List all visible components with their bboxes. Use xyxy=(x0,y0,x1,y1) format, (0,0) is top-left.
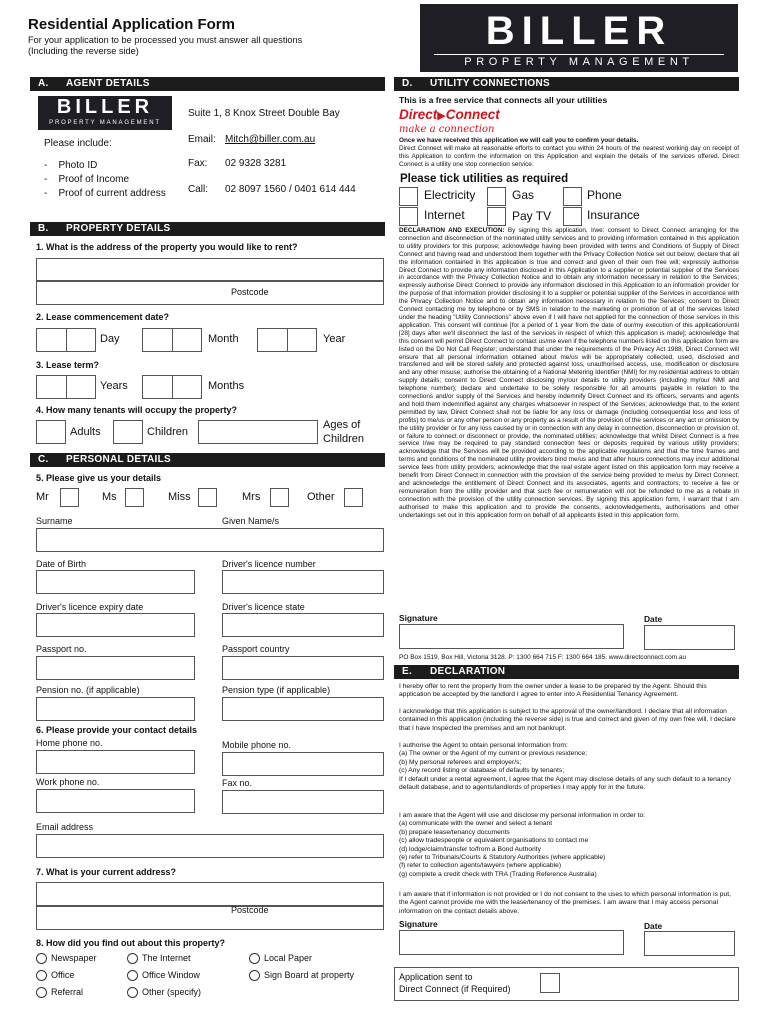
title-mrs-label: Mrs xyxy=(242,491,261,503)
declaration-line: (a) communicate with the owner and select a tenant xyxy=(399,820,553,828)
title-mr-label: Mr xyxy=(36,491,49,503)
dc-date-input[interactable] xyxy=(644,625,735,650)
once-body: Direct Connect will make all reasonable efforts to contact you within 24 hours of the nearest working day on receipt of this Application to confirm the information on this Application and explain the details of the services offered. Direct Connect is a utility one stop connection service. xyxy=(399,145,739,168)
free-service-text: This is a free service that connects all your utilities xyxy=(399,95,608,105)
include-item: - Photo ID xyxy=(44,160,98,171)
title-mrs-checkbox[interactable] xyxy=(270,488,289,507)
pension-type-input[interactable] xyxy=(222,697,384,721)
months-label: Months xyxy=(208,380,245,392)
dc-signature-label: Signature xyxy=(399,613,438,623)
declaration-p4 xyxy=(399,812,739,879)
ages-label-1: Ages of xyxy=(323,419,361,431)
source-local-paper-radio[interactable] xyxy=(249,953,260,964)
adults-count-input[interactable] xyxy=(36,420,66,444)
licence-expiry-label: Driver's licence expiry date xyxy=(36,602,144,612)
include-title: Please include: xyxy=(44,138,112,149)
declaration-execution-text xyxy=(399,227,739,520)
given-names-label: Given Name/s xyxy=(222,516,280,526)
source-label: Newspaper xyxy=(51,953,97,963)
names-input[interactable] xyxy=(36,528,384,552)
pay-tv-checkbox[interactable] xyxy=(487,207,506,226)
biller-logo xyxy=(420,4,738,72)
title-mr-checkbox[interactable] xyxy=(60,488,79,507)
pension-type-label: Pension type (if applicable) xyxy=(222,685,331,695)
source-label: Office Window xyxy=(142,970,200,980)
title-miss-label: Miss xyxy=(168,491,191,503)
agent-call-label: Call: xyxy=(188,184,209,195)
page-title: Residential Application Form xyxy=(28,16,235,33)
question-3: 3. Lease term? xyxy=(36,360,100,370)
property-postcode-input[interactable] xyxy=(36,281,384,305)
source-label: Sign Board at property xyxy=(264,970,355,980)
question-7: 7. What is your current address? xyxy=(36,867,177,877)
property-address-input[interactable] xyxy=(36,258,384,281)
licence-expiry-input[interactable] xyxy=(36,613,195,637)
agent-email-label: Email: xyxy=(188,134,216,145)
declaration-line: (a) The owner or the Agent of my current or previous residence; xyxy=(399,750,587,758)
declaration-line: I authorise the Agent to obtain personal Information from: xyxy=(399,742,568,749)
tick-title: Please tick utilities as required xyxy=(400,173,569,185)
title-other-checkbox[interactable] xyxy=(344,488,363,507)
agent-logo xyxy=(38,96,172,130)
mobile-phone-label: Mobile phone no. xyxy=(222,740,292,750)
declaration-line: (c) Any record listing or database of defaults by tenants; xyxy=(399,767,565,775)
section-title: AGENT DETAILS xyxy=(66,78,150,89)
postcode-label: Postcode xyxy=(231,287,269,297)
decl-signature-label: Signature xyxy=(399,919,438,929)
once-text xyxy=(399,137,739,169)
sent-label-1: Application sent to xyxy=(399,972,473,982)
dc-date-label: Date xyxy=(644,614,663,624)
source-newspaper-radio[interactable] xyxy=(36,953,47,964)
declaration-line: (d) lodge/claim/transfer to/from a Bond Authority xyxy=(399,845,541,853)
source-label: Referral xyxy=(51,987,84,997)
include-item: - Proof of current address xyxy=(44,188,166,199)
title-ms-label: Ms xyxy=(102,491,117,503)
licence-state-label: Driver's licence state xyxy=(222,602,305,612)
section-e-header xyxy=(394,665,739,679)
decl-signature-input[interactable] xyxy=(399,930,624,955)
fax-no-input[interactable] xyxy=(222,790,384,814)
divider xyxy=(66,375,67,399)
current-postcode-input[interactable] xyxy=(36,906,384,930)
declaration-line: I am aware that the Agent will use and disclose my personal information in order to: xyxy=(399,812,646,819)
agent-fax-label: Fax: xyxy=(188,158,208,169)
section-letter: B. xyxy=(38,223,49,234)
utility-label: Insurance xyxy=(587,208,640,222)
source-label: Local Paper xyxy=(264,953,313,963)
day-label: Day xyxy=(100,333,120,345)
source-label: Other (specify) xyxy=(142,987,202,997)
declaration-line: (c) allow tradespeople or equivalent organisations to contact me xyxy=(399,837,589,845)
pension-no-label: Pension no. (if applicable) xyxy=(36,685,140,695)
question-1: 1. What is the address of the property you would like to rent? xyxy=(36,242,298,252)
children-ages-input[interactable] xyxy=(198,420,318,444)
section-d-header xyxy=(394,77,739,91)
utility-label: Electricity xyxy=(424,188,476,202)
section-b-header xyxy=(30,222,385,236)
dc-arrow-icon: ▶ xyxy=(437,110,446,122)
declaration-line: If I default under a rental agreement, I agree that the Agent may disclose details of any such default to a tenancy default database, and to agents/landlords of properties I may apply for in the future. xyxy=(399,775,731,792)
year-label: Year xyxy=(323,333,346,345)
source-sign-board-radio[interactable] xyxy=(249,970,260,981)
utility-label: Internet xyxy=(424,208,465,222)
logo-word: BILLER xyxy=(485,9,673,53)
utility-label: Gas xyxy=(512,188,535,202)
declaration-line: (e) refer to Tribunals/Courts & Statutory Authorities (where applicable) xyxy=(399,854,606,862)
source-label: The Internet xyxy=(142,953,191,963)
section-letter: A. xyxy=(38,78,49,89)
question-5: 5. Please give us your details xyxy=(36,473,162,483)
agent-logo-word: BILLER xyxy=(56,96,154,118)
utility-label: Phone xyxy=(587,188,622,202)
divider xyxy=(172,328,173,352)
passport-country-label: Passport country xyxy=(222,644,290,654)
dc-signature-input[interactable] xyxy=(399,624,624,649)
source-internet-radio[interactable] xyxy=(127,953,138,964)
section-letter: C. xyxy=(38,454,49,465)
source-other-radio[interactable] xyxy=(127,987,138,998)
section-title: DECLARATION xyxy=(430,666,506,677)
declaration-line: (f) refer to collection agents/lawyers (where applicable) xyxy=(399,862,562,870)
title-other-label: Other xyxy=(307,491,335,503)
application-sent-checkbox[interactable] xyxy=(540,973,560,993)
declaration-p1: I hereby offer to rent the property from the owner under a lease to be prepared by the Agent. Should this application be accepted by the landlord I agree to enter into A Residential Tenancy Agreement. xyxy=(399,683,707,699)
children-count-input[interactable] xyxy=(113,420,143,444)
section-a-header xyxy=(30,77,385,91)
dc-word-1: Direct xyxy=(399,107,438,122)
postcode-label: Postcode xyxy=(231,905,269,915)
agent-logo-tagline: PROPERTY MANAGEMENT xyxy=(49,120,161,126)
agent-email-link[interactable]: Mitch@biller.com.au xyxy=(225,134,316,145)
declaration-line: (b) My personal referees and employer/s; xyxy=(399,758,522,766)
section-title: UTILITY CONNECTIONS xyxy=(430,78,550,89)
home-phone-label: Home phone no. xyxy=(36,738,103,748)
declaration-p3 xyxy=(399,742,739,792)
gas-checkbox[interactable] xyxy=(487,187,506,206)
sent-label-2: Direct Connect (if Required) xyxy=(399,984,511,994)
source-office-window-radio[interactable] xyxy=(127,970,138,981)
direct-connect-logo xyxy=(399,106,519,135)
decl-date-label: Date xyxy=(644,921,663,931)
title-ms-checkbox[interactable] xyxy=(125,488,144,507)
question-8: 8. How did you find out about this property? xyxy=(36,938,225,948)
divider xyxy=(66,328,67,352)
pension-no-input[interactable] xyxy=(36,697,195,721)
include-item: - Proof of Income xyxy=(44,174,130,185)
question-6: 6. Please provide your contact details xyxy=(36,725,198,735)
decl-bold: DECLARATION AND EXECUTION: xyxy=(399,227,505,234)
licence-number-label: Driver's licence number xyxy=(222,559,316,569)
section-title: PROPERTY DETAILS xyxy=(66,223,171,234)
question-4: 4. How many tenants will occupy the property? xyxy=(36,405,238,415)
surname-label: Surname xyxy=(36,516,73,526)
home-phone-input[interactable] xyxy=(36,750,195,774)
email-label: Email address xyxy=(36,822,94,832)
work-phone-label: Work phone no. xyxy=(36,777,100,787)
question-2: 2. Lease commencement date? xyxy=(36,312,170,322)
source-office-radio[interactable] xyxy=(36,970,47,981)
once-bold: Once we have received this application we will call you to confirm your details. xyxy=(399,137,639,144)
passport-no-label: Passport no. xyxy=(36,644,87,654)
declaration-p2: I acknowledge that this application is subject to the approval of the owner/landlord. I declare that all information contained in this application (including the reverse side) is true and correct and given of my own free will. I declare that I have Inspected the premises and am not bankrupt. xyxy=(399,708,736,732)
mobile-phone-input[interactable] xyxy=(222,752,384,776)
dc-tagline: make a connection xyxy=(399,124,495,135)
section-letter: D. xyxy=(402,78,413,89)
internet-checkbox[interactable] xyxy=(399,207,418,226)
title-miss-checkbox[interactable] xyxy=(198,488,217,507)
adults-label: Adults xyxy=(70,426,101,438)
decl-body: By signing this application, I/we: consent to Direct Connect arranging for the connection and disconnection of the nominated utility services and to providing information contained in this application to utility providers for this purpose; acknowledge having been provided with terms and Conditions of Supply of Direct Connect and having read and understood them together with the Privacy Collection Notice set out below; declare that all the information contained in this application is true and correct and given of their own free will; expressly authorise Direct Connect to provide any information disclosed in this Application to a supplier or potential supplier of the Services in accordance with the Privacy Collection Notice and to obtain any information necessary in relation to the Services; expressly authorise Direct Connect to provide any information disclosed in this Application to an information provider for the purpose of that information provider disclosing it to a supplier or potential supplier of the Services in accordance with the Privacy Collection Notice and to obtain any information necessary in relation to the Services; consent to Direct Connect contacting me by telephone or by SMS in relation to the marketing or promotion of all of the services listed under the heading "Utility Connections" above even if I will have not applied for the connection of those services in this application. This consent will continue [for a period of 1 year from the date of our/my execution of this application/until [28] days after we'll disconnect the last of the services in respect of which this application is made]; acknowledge that this consent will permit Direct Connect to contact us/me even if the telephone numbers listed on this application form are listed on the Do Not Call Register; understand that under the requirements of the Privacy Act 1988, Direct Connect will ensure that all personal information obtained about me/us will be appropriately collected, used, disclosed and transferred and will be stored safely and protected against loss, unauthorised access, use, modification or disclosure and any other misuse; authorise the obtaining of a National Metering Identifier (NMI) for my residential address to obtain supply details; consent to Direct Connect disclosing my/our details to utility providers (including my/our NMI and telephone number); declare and undertake to be solely responsible for all amounts payable in relation to the connections and/or supply of the Services and hereby indemnify Direct Connect and its officers, servants and agents and hold them indemnified against any charges whatsoever in respect of the Services; acknowledge that, to the extent permitted by law, Direct Connect shall not be liable for any loss or damage (including consequential loss and loss of profits) to me/us or any other person or any property as a result of the provision of the services or any act or omission by the utility provider or for any loss caused by or in connection with any delay in connection, disconnection or provision of, or failure to connect or disconnect or provide, the nominated utilities; acknowledge that whilst Direct Connect is a free service I/we may be required to pay standard connection fees or deposits required by various utility providers; acknowledge that the Services will be provided according to the applicable regulations and that the time frames and terms and conditions of the nominated utility providers bind me/us and that after hours connections may incur additional service fees from utility providers; acknowledge that the real estate agent listed on this application form may receive a benefit from Direct Connect in connection with the provision of the service being provided to me/us by Direct Connect; and acknowledge the entitlement of Direct Connect and its associates, agents and contractors, to receive a fee or remuneration from the utility provider and that such fee or remuneration will not be refunded to me as a rebate in connection with the provision of the utility connection services. By signing this application form, I warrant that I am authorised to make this application and to provide the consents, acknowledgements, authorisations and other undertakings set out in this application form on behalf of all applicants listed in this application form. xyxy=(399,227,739,519)
divider xyxy=(287,328,288,352)
month-label: Month xyxy=(208,333,239,345)
agent-fax-value: 02 9328 3281 xyxy=(225,158,287,169)
electricity-checkbox[interactable] xyxy=(399,187,418,206)
logo-tagline: PROPERTY MANAGEMENT xyxy=(434,54,724,69)
email-input[interactable] xyxy=(36,834,384,858)
insurance-checkbox[interactable] xyxy=(563,207,582,226)
passport-no-input[interactable] xyxy=(36,656,195,680)
dob-input[interactable] xyxy=(36,570,195,594)
section-letter: E. xyxy=(402,666,413,677)
section-c-header xyxy=(30,453,385,467)
children-label: Children xyxy=(147,426,188,438)
section-title: PERSONAL DETAILS xyxy=(66,454,171,465)
dc-footer: PO Box 1519, Box Hill, Victoria 3128. P: 1300 664 715 F: 1300 664 185. www.directconnect.com.au xyxy=(399,654,687,661)
source-referral-radio[interactable] xyxy=(36,987,47,998)
passport-country-input[interactable] xyxy=(222,656,384,680)
declaration-line: (b) prepare lease/tenancy documents xyxy=(399,828,510,836)
agent-call-value: 02 8097 1560 / 0401 614 444 xyxy=(225,184,356,195)
fax-no-label: Fax no. xyxy=(222,778,253,788)
subtitle-line-2: (Including the reverse side) xyxy=(28,46,139,56)
dc-word-2: Connect xyxy=(445,107,500,122)
divider xyxy=(172,375,173,399)
decl-date-input[interactable] xyxy=(644,931,735,956)
licence-state-input[interactable] xyxy=(222,613,384,637)
licence-number-input[interactable] xyxy=(222,570,384,594)
ages-label-2: Children xyxy=(323,433,364,445)
declaration-line: (g) complete a credit check with TRA (Trading Reference Australia) xyxy=(399,870,597,878)
current-address-input[interactable] xyxy=(36,882,384,906)
utility-label: Pay TV xyxy=(512,209,552,223)
dob-label: Date of Birth xyxy=(36,559,87,569)
declaration-p5: I am aware that if information is not provided or I do not consent to the uses to which personal information is put, the Agent cannot provide me with the lease/tenancy of the premises. I am aware that I may access personal information on the contact details above. xyxy=(399,891,731,915)
source-label: Office xyxy=(51,970,75,980)
agent-address: Suite 1, 8 Knox Street Double Bay xyxy=(188,108,340,119)
subtitle-line-1: For your application to be processed you must answer all questions xyxy=(28,35,303,45)
phone-checkbox[interactable] xyxy=(563,187,582,206)
years-label: Years xyxy=(100,380,128,392)
work-phone-input[interactable] xyxy=(36,789,195,813)
